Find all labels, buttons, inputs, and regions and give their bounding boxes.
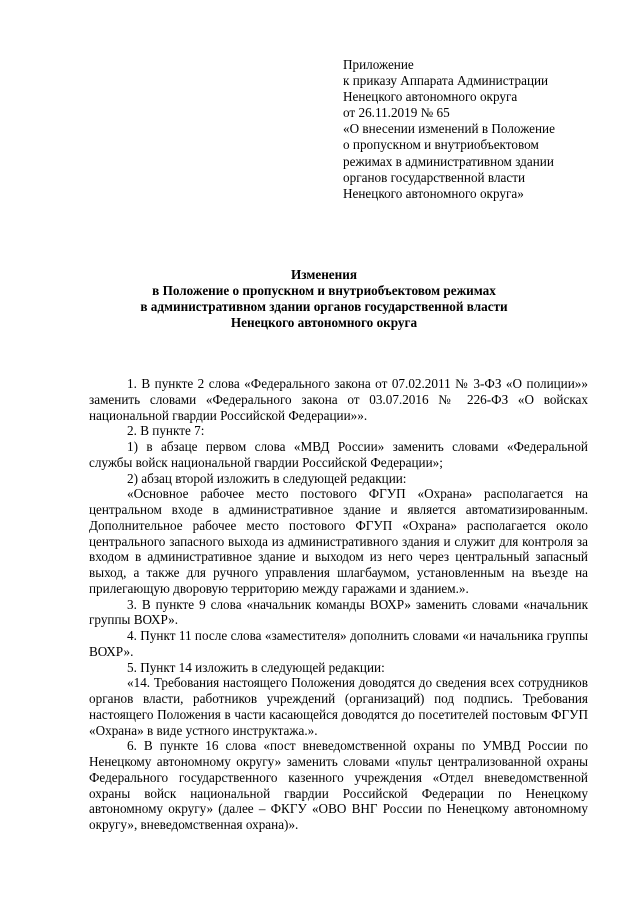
annex-line: органов государственной власти (343, 169, 526, 185)
annex-line: о пропускном и внутриобъектовом (343, 137, 539, 153)
paragraph-5-quote: «14. Требования настоящего Положения доводятся до сведения всех сотрудников органов власти, работников учреждений (организаций) под подпись. Требования настоящего Положения в части касающейся доводятся до посетителей постовым ФГУП «Охрана» в виде устного инструктажа.». (89, 675, 588, 738)
annex-line: режимах в административном здании (343, 153, 554, 169)
annex-line: «О внесении изменений в Положение (343, 121, 555, 137)
paragraph-2-2-quote: «Основное рабочее место постового ФГУП «Охрана» располагается на центральном входе в административное здание и является автоматизированным. Дополнительное рабочее место постового ФГУП «Охрана» располагается около центрального запасного выхода из административного здания и служит для контроля за входом в административное здание и выходом из него через центральный запасный выход, а также для ручного управления шлагбаумом, установленным на въезде на прилегающую дворовую территорию между гаражами и зданием.». (89, 486, 588, 596)
paragraph-2: 2. В пункте 7: (127, 423, 205, 439)
paragraph-2-1: 1) в абзаце первом слова «МВД России» заменить словами «Федеральной службы войск национальной гвардии Российской Федерации»; (89, 439, 588, 470)
paragraph-5: 5. Пункт 14 изложить в следующей редакции: (127, 659, 385, 675)
title-line: в Положение о пропускном и внутриобъектовом режимах (152, 282, 496, 298)
paragraph-2-2: 2) абзац второй изложить в следующей редакции: (127, 470, 407, 486)
title-line: в административном здании органов государственной власти (140, 298, 508, 314)
paragraph-4: 4. Пункт 11 после слова «заместителя» дополнить словами «и начальника группы ВОХР». (89, 628, 588, 659)
annex-line: Ненецкого автономного округа» (343, 185, 524, 201)
paragraph-6: 6. В пункте 16 слова «пост вневедомственной охраны по УМВД России по Ненецкому автономному округу» заменить словами «пульт централизованной охраны Федерального государственного казенного учреждения «Отдел вневедомственной охраны войск национальной гвардии Российской Федерации по Ненецкому автономному округу» (далее – ФКГУ «ОВО ВНГ России по Ненецкому автономному округу», вневедомственная охрана)». (89, 738, 588, 832)
paragraph-1: 1. В пункте 2 слова «Федерального закона от 07.02.2011 № 3-ФЗ «О полиции»» заменить словами «Федерального закона от 03.07.2016 № 226-ФЗ «О войсках национальной гвардии Российской Федерации»». (89, 376, 588, 423)
document-body (89, 376, 588, 833)
annex-header (343, 57, 613, 202)
paragraph-3: 3. В пункте 9 слова «начальник команды ВОХР» заменить словами «начальник группы ВОХР». (89, 596, 588, 628)
annex-line: к приказу Аппарата Администрации (343, 73, 549, 89)
document-title (60, 267, 588, 331)
annex-line: от 26.11.2019 № 65 (343, 105, 450, 121)
annex-line: Ненецкого автономного округа (343, 89, 518, 105)
title-line: Ненецкого автономного округа (230, 314, 418, 330)
title-line: Изменения (291, 267, 357, 282)
annex-line: Приложение (343, 57, 414, 72)
